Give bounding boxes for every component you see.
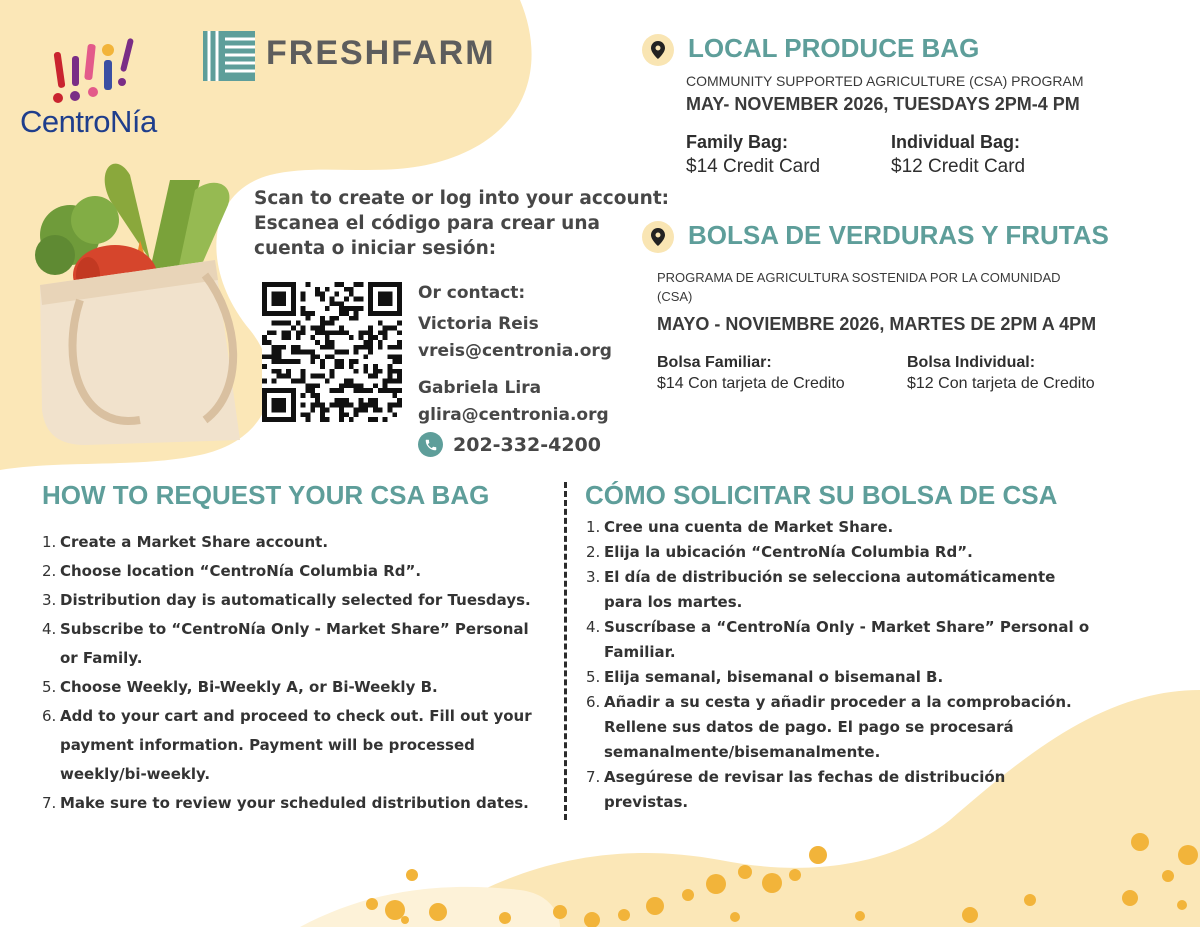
step-number: 5. — [586, 668, 601, 686]
step-number: 1. — [586, 518, 601, 536]
step-text: Subscribe to “CentroNía Only - Market Share” Personal or Family. — [60, 620, 529, 667]
phone-icon — [418, 432, 443, 457]
contact-name-2: Gabriela Lira — [418, 378, 542, 398]
step-text: Choose Weekly, Bi-Weekly A, or Bi-Weekly B. — [60, 678, 438, 696]
step-number: 1. — [42, 533, 57, 551]
es-program-title: BOLSA DE VERDURAS Y FRUTAS — [688, 220, 1109, 250]
scan-line-3: cuenta o iniciar sesión: — [254, 238, 497, 259]
centronia-logo-text: CentroNía — [20, 104, 157, 139]
es-program-subtitle-1: PROGRAMA DE AGRICULTURA SOSTENIDA POR LA COMUNIDAD — [657, 270, 1061, 285]
contact-email-1[interactable]: vreis@centronia.org — [418, 341, 612, 361]
en-family-price: $14 Credit Card — [686, 156, 821, 177]
step-text: Suscríbase a “CentroNía Only - Market Share” Personal o Familiar. — [604, 618, 1090, 661]
step-number: 2. — [586, 543, 601, 561]
es-program-dates: MAYO - NOVIEMBRE 2026, MARTES DE 2PM A 4PM — [657, 314, 1097, 334]
step-number: 7. — [586, 768, 601, 786]
freshfarm-logo-icon — [203, 31, 255, 81]
step-number: 6. — [586, 693, 601, 711]
phone-row[interactable] — [418, 432, 601, 457]
en-individual-label: Individual Bag: — [891, 132, 1021, 152]
step-text: Create a Market Share account. — [60, 533, 329, 551]
how-to-heading-es: CÓMO SOLICITAR SU BOLSA DE CSA — [585, 480, 1058, 510]
step-text: Cree una cuenta de Market Share. — [604, 518, 894, 536]
step-number: 4. — [42, 620, 57, 638]
en-program-dates: MAY- NOVEMBER 2026, TUESDAYS 2PM-4 PM — [686, 94, 1080, 114]
step-text: Choose location “CentroNía Columbia Rd”. — [60, 562, 422, 580]
location-pin-icon — [642, 34, 674, 66]
es-step-7 — [586, 765, 1146, 815]
steps-list-es — [586, 515, 1146, 815]
es-step-3 — [586, 565, 1146, 615]
how-to-heading-en: HOW TO REQUEST YOUR CSA BAG — [42, 480, 490, 510]
en-individual-price: $12 Credit Card — [891, 156, 1026, 177]
contact-name-1: Victoria Reis — [418, 314, 539, 334]
es-family-price: $14 Con tarjeta de Credito — [657, 375, 845, 392]
step-number: 3. — [42, 591, 57, 609]
es-step-1 — [586, 515, 1146, 540]
step-text: Añadir a su cesta y añadir proceder a la comprobación. Rellene sus datos de pago. El pago se procesará semanalmente/bisemanalmente. — [604, 693, 1072, 761]
step-text: Make sure to review your scheduled distribution dates. — [60, 794, 529, 812]
scan-line-2: Escanea el código para crear una — [254, 213, 601, 234]
step-number: 2. — [42, 562, 57, 580]
en-family-label: Family Bag: — [686, 132, 789, 152]
en-step-4 — [42, 615, 557, 673]
step-number: 6. — [42, 707, 57, 725]
step-text: Asegúrese de revisar las fechas de distribución previstas. — [604, 768, 1006, 811]
step-text: Distribution day is automatically selected for Tuesdays. — [60, 591, 531, 609]
contact-heading: Or contact: — [418, 283, 526, 303]
en-step-3 — [42, 586, 557, 615]
es-individual-label: Bolsa Individual: — [907, 354, 1036, 371]
en-step-2 — [42, 557, 557, 586]
en-program-title: LOCAL PRODUCE BAG — [688, 33, 980, 63]
step-text: Elija semanal, bisemanal o bisemanal B. — [604, 668, 944, 686]
step-number: 5. — [42, 678, 57, 696]
es-step-6 — [586, 690, 1146, 765]
step-text: El día de distribución se selecciona automáticamente para los martes. — [604, 568, 1056, 611]
es-individual-price: $12 Con tarjeta de Credito — [907, 375, 1095, 392]
step-number: 7. — [42, 794, 57, 812]
phone-number: 202-332-4200 — [453, 433, 601, 456]
step-number: 4. — [586, 618, 601, 636]
column-divider — [564, 482, 567, 820]
step-text: Add to your cart and proceed to check out. Fill out your payment information. Payment will be processed weekly/bi-weekly. — [60, 707, 532, 783]
qr-code[interactable] — [262, 282, 402, 422]
steps-list-en — [42, 528, 557, 818]
en-step-5 — [42, 673, 557, 702]
es-family-label: Bolsa Familiar: — [657, 354, 772, 371]
scan-instructions — [254, 186, 670, 261]
step-number: 3. — [586, 568, 601, 586]
scan-line-1: Scan to create or log into your account: — [254, 188, 670, 209]
es-program-subtitle-2: (CSA) — [657, 289, 693, 304]
contact-block — [418, 280, 612, 429]
step-text: Elija la ubicación “CentroNía Columbia Rd”. — [604, 543, 973, 561]
en-step-7 — [42, 789, 557, 818]
location-pin-icon — [642, 221, 674, 253]
freshfarm-logo-text: FRESHFARM — [266, 34, 496, 72]
centronia-logo-mark — [48, 30, 156, 108]
en-program-subtitle: COMMUNITY SUPPORTED AGRICULTURE (CSA) PROGRAM — [686, 73, 1084, 89]
es-step-5 — [586, 665, 1146, 690]
en-step-6 — [42, 702, 557, 789]
contact-email-2[interactable]: glira@centronia.org — [418, 405, 609, 425]
es-step-4 — [586, 615, 1146, 665]
es-step-2 — [586, 540, 1146, 565]
en-step-1 — [42, 528, 557, 557]
